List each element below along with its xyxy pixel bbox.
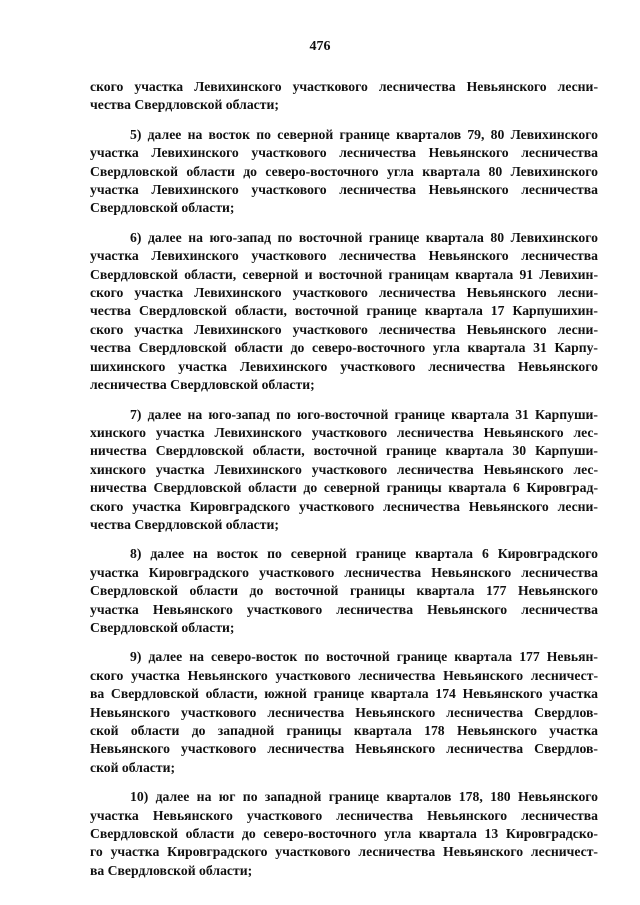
text-line: участка Левихинского участкового лесничества Невьянского лесничества [90, 182, 598, 198]
text-line: участка Левихинского участкового лесничества Невьянского лесничества [90, 248, 598, 264]
text-line: шихинского участка Левихинского участкового лесничества Невьянского [90, 358, 598, 374]
text-line: участка Левихинского участкового лесничества Невьянского лесничества [90, 145, 598, 161]
text-line: чества Свердловской области до северо-восточного угла квартала 31 Карпу- [90, 340, 598, 356]
text-line: хинского участка Левихинского участкового лесничества Невьянского лес- [90, 461, 598, 477]
text-line: го участка Кировградского участкового лесничества Невьянского лесничест- [90, 844, 598, 860]
paragraph [90, 545, 598, 637]
paragraph [90, 788, 598, 880]
text-line: ва Свердловской области; [90, 862, 253, 878]
text-line: участка Невьянского участкового лесничества Невьянского лесничества [90, 807, 598, 823]
text-line: ского участка Кировградского участкового лесничества Невьянского лесни- [90, 498, 598, 514]
text-line: ского участка Левихинского участкового лесничества Невьянского лесни- [90, 285, 598, 301]
text-line: ского участка Левихинского участкового лесничества Невьянского лесни- [90, 321, 598, 337]
text-line: ничества Свердловской области, восточной границе квартала 30 Карпуши- [90, 443, 598, 459]
paragraph [90, 78, 598, 115]
text-line: ского участка Невьянского участкового лесничества Невьянского лесничест- [90, 667, 598, 683]
text-line: ского участка Левихинского участкового лесничества Невьянского лесни- [90, 79, 598, 94]
text-line: Свердловской области, северной и восточной границам квартала 91 Левихин- [90, 266, 598, 282]
text-line: ской области до западной границы квартала 178 Невьянского участка [90, 723, 598, 738]
text-line: Невьянского участкового лесничества Невьянского лесничества Свердлов- [90, 741, 598, 757]
text-line: 8) далее на восток по северной границе квартала 6 Кировградского [130, 546, 598, 562]
paragraph [90, 648, 598, 777]
text-line: хинского участка Левихинского участкового лесничества Невьянского лес- [90, 424, 598, 440]
page-number: 476 [309, 39, 331, 54]
paragraph [90, 406, 598, 535]
text-line: ва Свердловской области, южной границе квартала 174 Невьянского участка [90, 686, 598, 702]
text-line: 5) далее на восток по северной границе кварталов 79, 80 Левихинского [130, 126, 598, 142]
text-line: чества Свердловской области; [90, 97, 279, 113]
text-line: 6) далее на юго-запад по восточной границе квартала 80 Левихинского [130, 229, 598, 245]
paragraph [90, 126, 598, 218]
text-line: ской области; [90, 759, 176, 775]
text-line: участка Кировградского участкового лесничества Невьянского лесничества [90, 564, 598, 580]
text-line: 10) далее на юг по западной границе кварталов 178, 180 Невьянского [130, 789, 598, 805]
text-line: Свердловской области; [90, 619, 235, 635]
paragraph [90, 229, 598, 395]
text-line: лесничества Свердловской области; [90, 377, 315, 393]
text-line: ничества Свердловской области до северной границы квартала 6 Кировград- [90, 480, 598, 496]
text-line: участка Невьянского участкового лесничества Невьянского лесничества [90, 601, 598, 617]
text-line: Свердловской области; [90, 200, 235, 216]
text-line: Свердловской области до северо-восточного угла квартала 13 Кировградско- [90, 826, 598, 842]
text-line: чества Свердловской области, восточной границе квартала 17 Карпушихин- [90, 303, 598, 319]
text-line: Свердловской области до северо-восточного угла квартала 80 Левихинского [90, 163, 598, 179]
text-line: чества Свердловской области; [90, 516, 279, 532]
text-line: Свердловской области до восточной границы квартала 177 Невьянского [90, 583, 598, 599]
text-line: 7) далее на юго-запад по юго-восточной границе квартала 31 Карпуши- [130, 406, 598, 422]
text-line: 9) далее на северо-восток по восточной границе квартала 177 Невьян- [130, 649, 598, 665]
document-body [90, 78, 598, 891]
text-line: Невьянского участкового лесничества Невьянского лесничества Свердлов- [90, 704, 598, 720]
